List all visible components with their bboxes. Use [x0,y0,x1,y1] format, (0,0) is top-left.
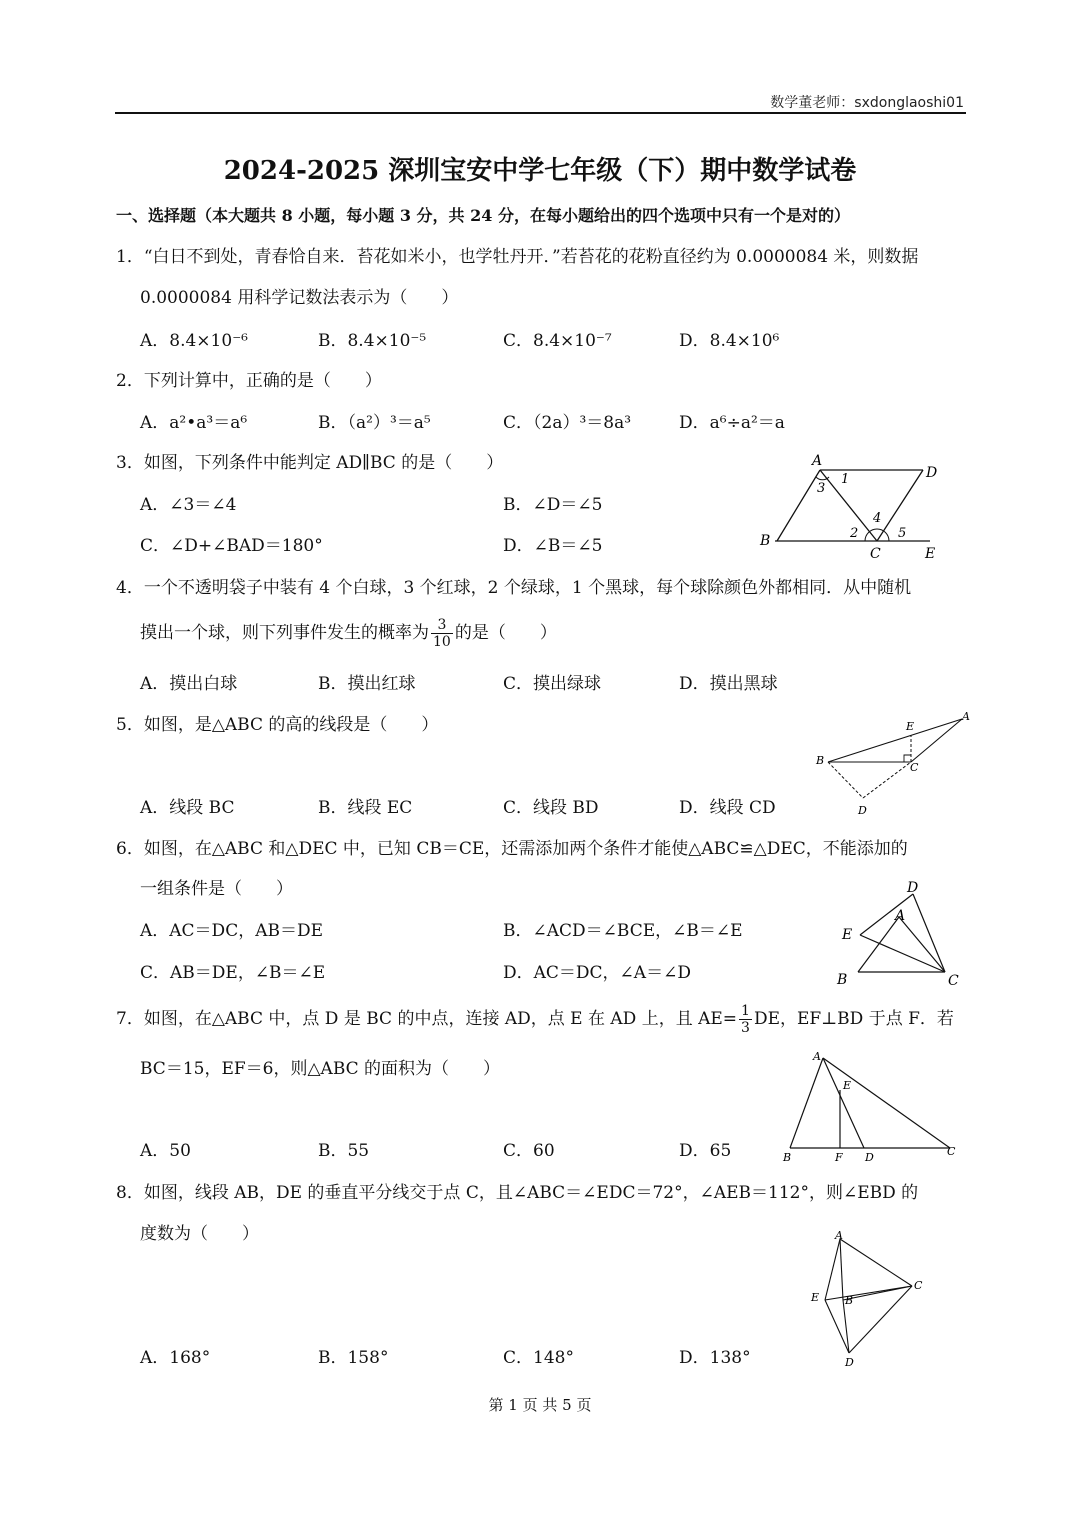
q3-label-c: C [870,546,881,562]
q5-figure [810,705,980,820]
q3-line1: 3．如图，下列条件中能判定 AD∥BC 的是（ ） [116,453,504,473]
q7-option-a: A．50 [140,1141,191,1161]
q7-line1-a: 7．如图，在△ABC 中，点 D 是 BC 的中点，连接 AD，点 E 在 AD 上，且 AE= [116,1009,738,1029]
q5-line-dc [863,762,911,798]
q3-figure [755,450,950,565]
q7-line2: BC＝15，EF＝6，则△ABC 的面积为（ ） [140,1059,501,1079]
q4-frac-den: 10 [433,634,451,650]
q3-label-3: 3 [817,481,826,496]
q5-option-c: C．线段 BD [503,798,599,818]
q1-option-c: C．8.4×10⁻⁷ [503,331,612,351]
q7-line1 [116,999,954,1039]
q3-label-1: 1 [841,472,850,487]
q7-line-ab [790,1058,823,1148]
q5-option-b: B．线段 EC [318,798,413,818]
q3-label-d: D [926,465,938,481]
q8-line-ab [840,1239,843,1300]
q1-line2: 0.0000084 用科学记数法表示为（ ） [140,288,459,308]
q6-line-ba [858,917,899,972]
q8-option-a: A．168° [140,1348,211,1368]
q7-line1-b: DE，EF⊥BD 于点 F．若 [753,1009,954,1029]
q7-frac-num: 1 [741,1003,750,1019]
q4-option-c: C．摸出绿球 [503,674,602,694]
q7-option-b: B．55 [318,1141,370,1161]
q6-option-a: A．AC＝DC，AB＝DE [140,921,324,941]
q3-label-e: E [925,546,936,562]
q7-option-c: C．60 [503,1141,555,1161]
q1-option-a: A．8.4×10⁻⁶ [140,331,248,351]
q5-label-b: B [816,754,825,767]
q6-figure [835,875,970,990]
q7-fraction [739,1003,752,1036]
q4-option-b: B．摸出红球 [318,674,416,694]
q7-label-a: A [813,1050,821,1063]
q6-line1: 6．如图，在△ABC 和△DEC 中，已知 CB＝CE，还需添加两个条件才能使△ABC≌△DEC，不能添加的 [116,839,908,859]
q2-option-a: A．a²•a³＝a⁶ [140,413,248,433]
q6-option-d: D．AC＝DC，∠A＝∠D [503,963,691,983]
q4-frac-num: 3 [431,617,453,634]
q6-label-b: B [837,972,848,988]
q8-line2: 度数为（ ） [140,1224,259,1244]
q6-line-ac [899,917,945,972]
q7-frac-den: 3 [741,1020,750,1036]
q7-label-f: F [835,1151,843,1164]
q8-line-ac [840,1239,912,1286]
section-heading: 一、选择题（本大题共 8 小题，每小题 3 分，共 24 分，在每小题给出的四个选项中只有一个是对的） [116,206,850,225]
q1-option-b: B．8.4×10⁻⁵ [318,331,427,351]
q5-label-d: D [858,804,867,817]
q6-label-e: E [842,927,853,943]
q1-line1: 1．“白日不到处，青春恰自来．苔花如米小，也学牡丹开．”若苔花的花粉直径约为 0.0000084 米，则数据 [116,247,919,267]
q5-option-a: A．线段 BC [140,798,235,818]
q3-label-2: 2 [850,526,859,541]
q2-option-d: D．a⁶÷a²＝a [679,413,785,433]
q7-label-e: E [843,1079,852,1092]
q1-option-d: D．8.4×10⁶ [679,331,780,351]
q6-label-c: C [948,973,959,989]
q2-line1: 2．下列计算中，正确的是（ ） [116,371,382,391]
q3-label-b: B [760,533,771,549]
q3-label-a: A [812,453,823,469]
q8-line-ed [825,1300,849,1353]
page-title: 2024-2025 深圳宝安中学七年级（下）期中数学试卷 [223,156,857,186]
q8-option-c: C．148° [503,1348,574,1368]
q4-option-d: D．摸出黑球 [679,674,778,694]
q7-option-d: D．65 [679,1141,732,1161]
q6-line2: 一组条件是（ ） [140,879,293,899]
q6-option-c: C．AB＝DE，∠B＝∠E [140,963,326,983]
q5-option-d: D．线段 CD [679,798,776,818]
q5-label-c: C [910,761,919,774]
q2-option-b: B．（a²）³＝a⁵ [318,413,431,433]
q8-line-cd [849,1286,912,1353]
q8-label-c: C [914,1279,923,1292]
header-watermark: 数学董老师：sxdonglaoshi01 [770,95,964,111]
q8-label-b: B [845,1294,854,1307]
q3-option-b: B．∠D＝∠5 [503,495,603,515]
q8-label-a: A [835,1229,843,1242]
header-rule [115,112,966,114]
q4-line2 [140,614,557,652]
q5-line-bd [828,762,863,798]
q3-label-4: 4 [873,511,882,526]
q7-line-ac [823,1058,950,1148]
q5-label-a: A [962,710,970,723]
q8-option-d: D．138° [679,1348,751,1368]
q8-option-b: B．158° [318,1348,389,1368]
q5-label-e: E [906,720,915,733]
page-footer: 第 1 页 共 5 页 [488,1396,592,1414]
q3-label-5: 5 [898,526,907,541]
q8-line-ae [825,1239,840,1300]
q6-label-a: A [895,908,906,924]
q3-line-ab [777,470,820,541]
q3-option-a: A．∠3＝∠4 [140,495,237,515]
q5-line-ba [828,719,962,762]
q8-label-e: E [811,1291,820,1304]
q5-line1: 5．如图，是△ABC 的高的线段是（ ） [116,715,439,735]
q4-line1: 4．一个不透明袋子中装有 4 个白球，3 个红球，2 个绿球，1 个黑球，每个球除颜色外都相同．从中随机 [116,578,912,598]
q7-figure [775,1045,965,1165]
q6-option-b: B．∠ACD＝∠BCE，∠B＝∠E [503,921,743,941]
q6-label-d: D [907,880,919,896]
q8-label-d: D [845,1356,854,1369]
q3-option-d: D．∠B＝∠5 [503,536,603,556]
q8-line-bc [843,1286,912,1300]
q4-line2-b: 的是（ ） [454,623,557,643]
q7-label-c: C [947,1145,956,1158]
q4-fraction [431,617,453,650]
q8-line1: 8．如图，线段 AB，DE 的垂直平分线交于点 C，且∠ABC＝∠EDC＝72°，∠AEB＝112°，则∠EBD 的 [116,1183,919,1203]
q5-line-ca [911,719,962,762]
q8-figure [805,1225,935,1370]
q2-option-c: C．（2a）³＝8a³ [503,413,632,433]
q3-option-c: C．∠D+∠BAD＝180° [140,536,323,556]
q4-line2-a: 摸出一个球，则下列事件发生的概率为 [140,623,429,643]
q7-line-ad [823,1058,864,1148]
q7-label-b: B [783,1151,792,1164]
q4-option-a: A．摸出白球 [140,674,238,694]
q7-label-d: D [865,1151,874,1164]
